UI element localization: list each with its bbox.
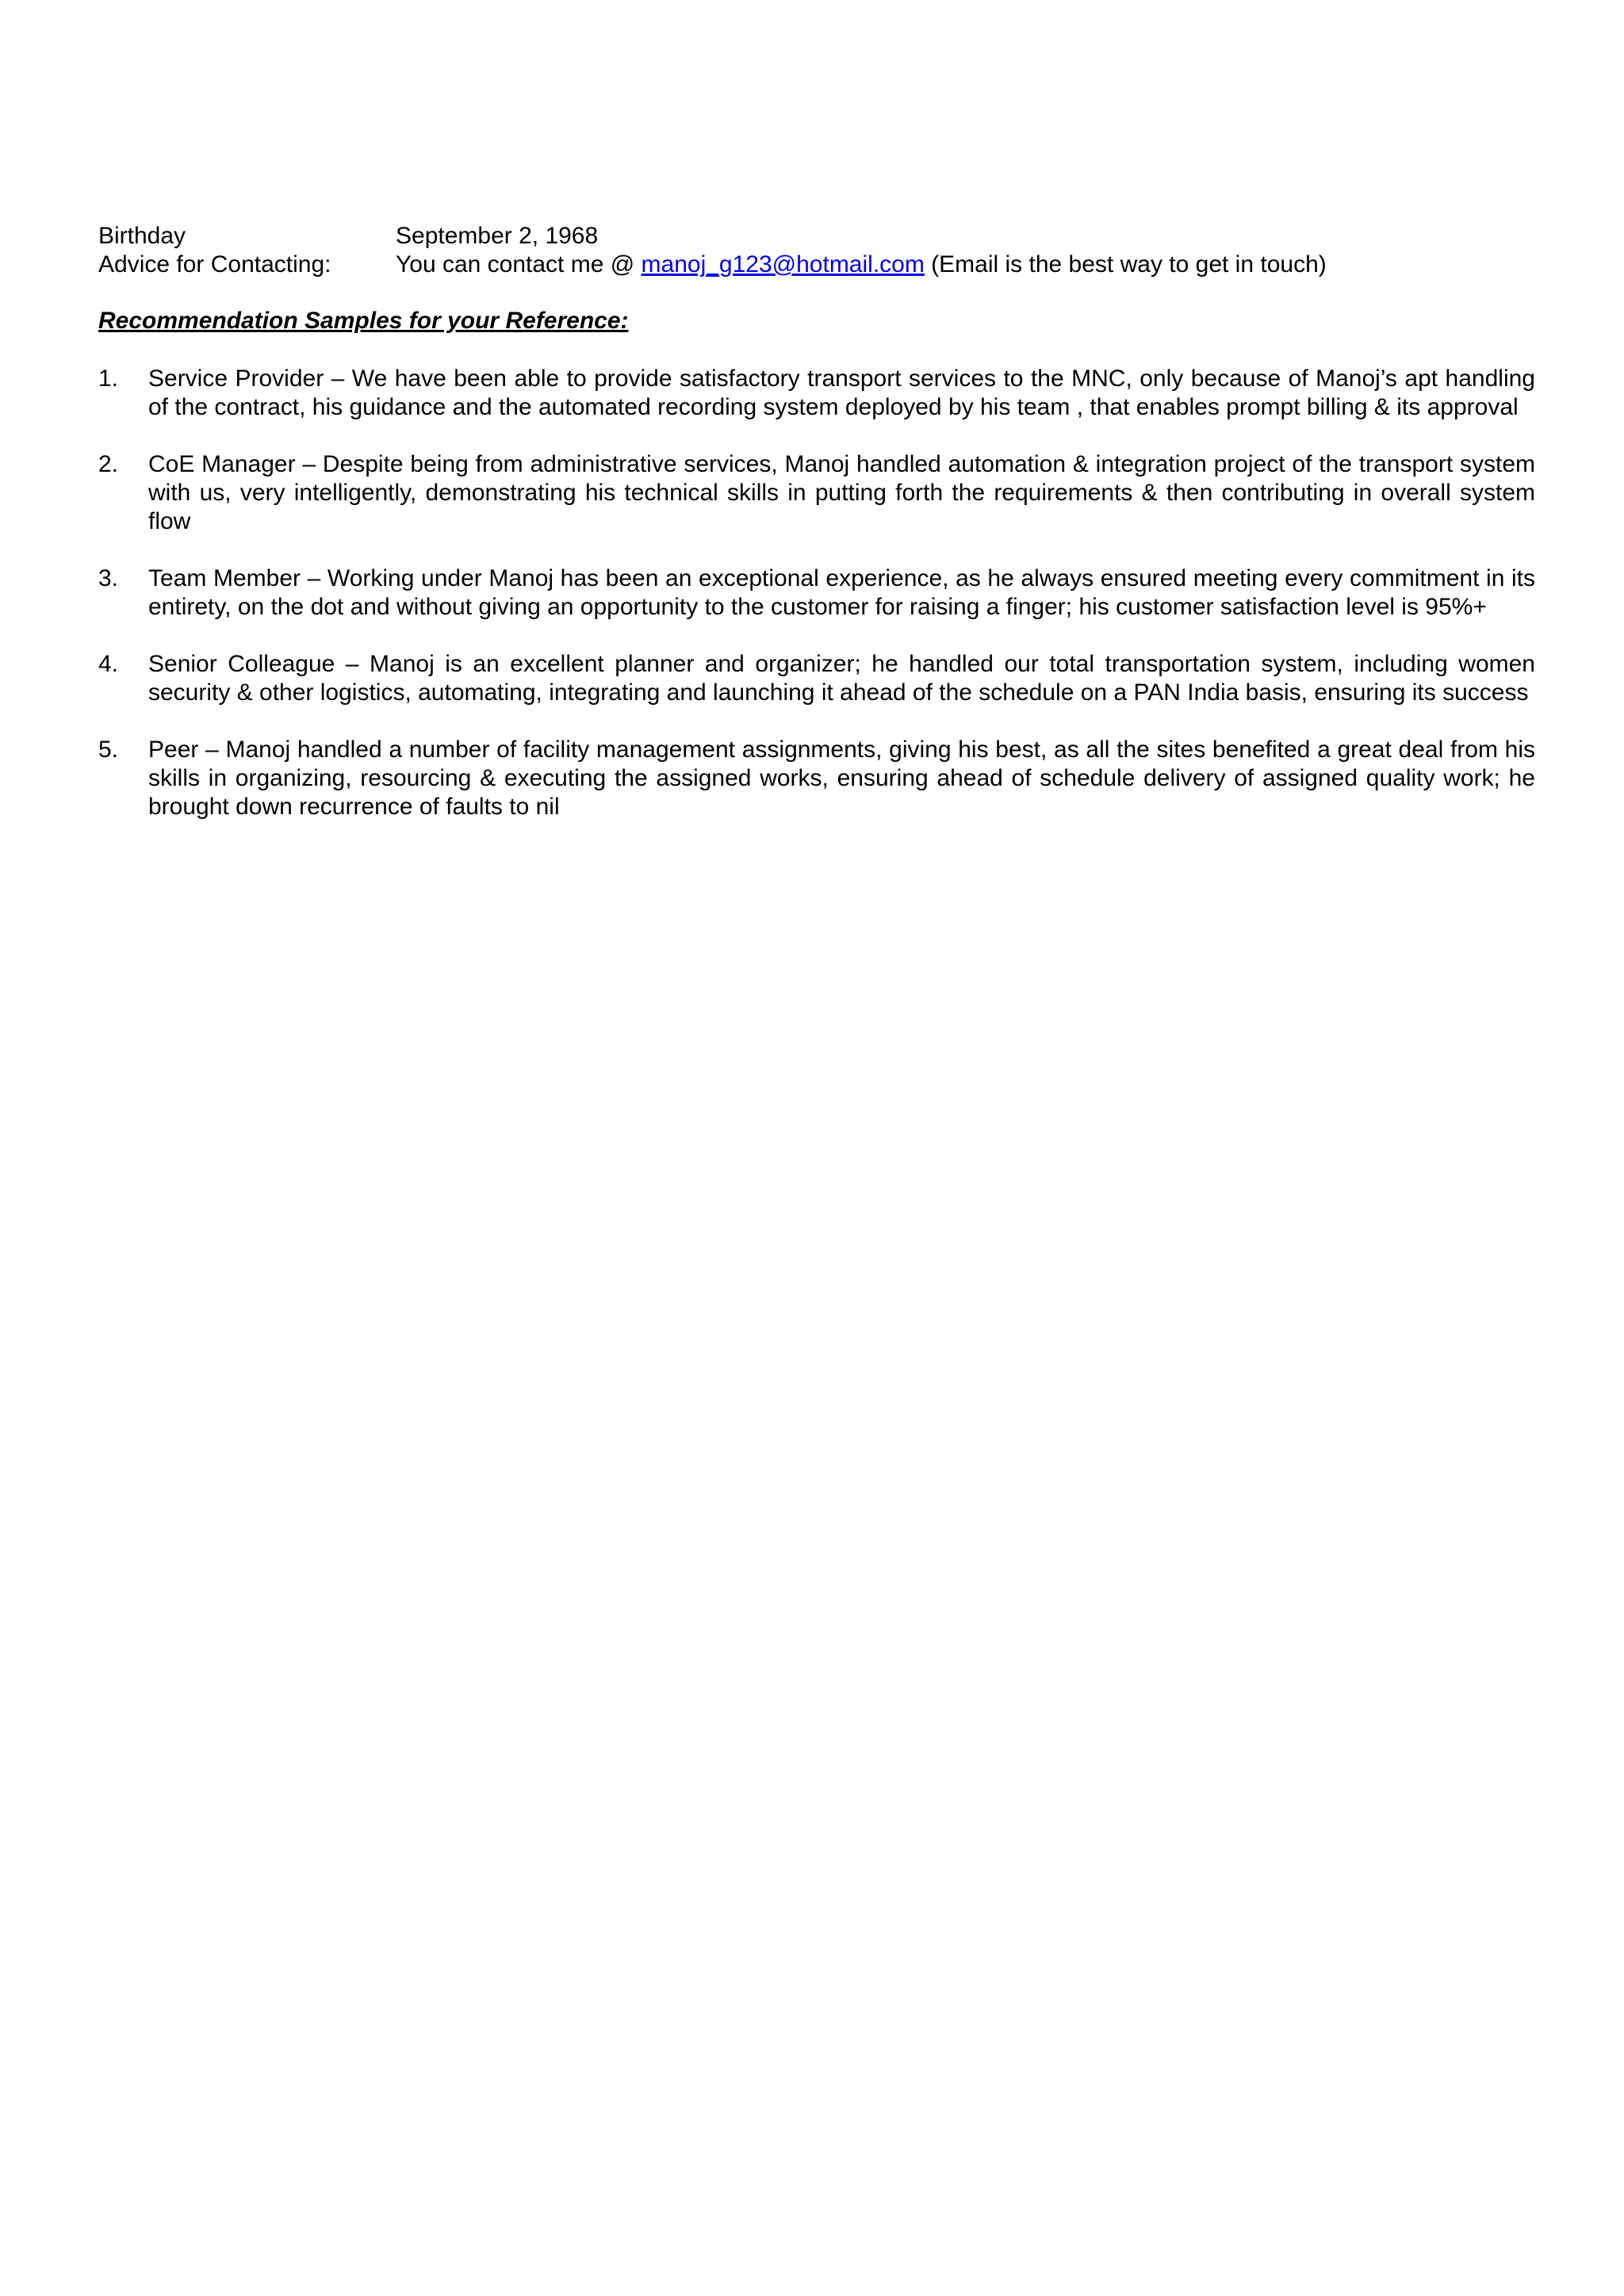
recommendation-number: 2.	[98, 451, 119, 477]
contact-info	[98, 222, 1542, 279]
recommendation-item	[98, 650, 1535, 707]
recommendation-number: 1.	[98, 365, 119, 392]
birthday-row	[98, 222, 1542, 251]
recommendation-text: Service Provider – We have been able to provide satisfactory transport services to the MNC, only because of Manoj’s apt handling of the contract, his guidance and the automated recording system deployed by his team , that enables prompt billing & its approval	[148, 365, 1535, 420]
recommendation-list	[98, 365, 1535, 850]
email-link[interactable]: manoj_g123@hotmail.com	[641, 251, 925, 277]
recommendation-number: 5.	[98, 737, 119, 763]
recommendation-number: 4.	[98, 651, 119, 677]
advice-prefix: You can contact me @	[396, 251, 642, 277]
section-title: Recommendation Samples for your Reference:	[98, 308, 629, 334]
birthday-value: September 2, 1968	[396, 223, 599, 249]
advice-row	[98, 251, 1542, 279]
advice-suffix: (Email is the best way to get in touch)	[924, 251, 1327, 277]
recommendation-item	[98, 365, 1535, 422]
recommendation-item	[98, 564, 1535, 622]
birthday-label: Birthday	[98, 223, 186, 249]
advice-label: Advice for Contacting:	[98, 251, 331, 277]
recommendation-text: Senior Colleague – Manoj is an excellent planner and organizer; he handled our total transportation system, including women security & other logistics, automating, integrating and launching it ahead of the schedule on a PAN India basis, ensuring its success	[148, 651, 1535, 706]
recommendation-text: Peer – Manoj handled a number of facility management assignments, giving his best, as all the sites benefited a great deal from his skills in organizing, resourcing & executing the assigned works, ensuring ahead of schedule delivery of assigned quality work; he brought down recurrence of faults to nil	[148, 737, 1535, 820]
recommendation-text: CoE Manager – Despite being from administrative services, Manoj handled automation & integration project of the transport system with us, very intelligently, demonstrating his technical skills in putting forth the requirements & then contributing in overall system flow	[148, 451, 1535, 534]
recommendation-item	[98, 736, 1535, 821]
recommendation-text: Team Member – Working under Manoj has been an exceptional experience, as he always ensured meeting every commitment in its entirety, on the dot and without giving an opportunity to the customer for raising a finger; his customer satisfaction level is 95%+	[148, 565, 1535, 620]
recommendation-number: 3.	[98, 565, 119, 591]
advice-value	[396, 251, 1542, 279]
recommendation-item	[98, 450, 1535, 536]
